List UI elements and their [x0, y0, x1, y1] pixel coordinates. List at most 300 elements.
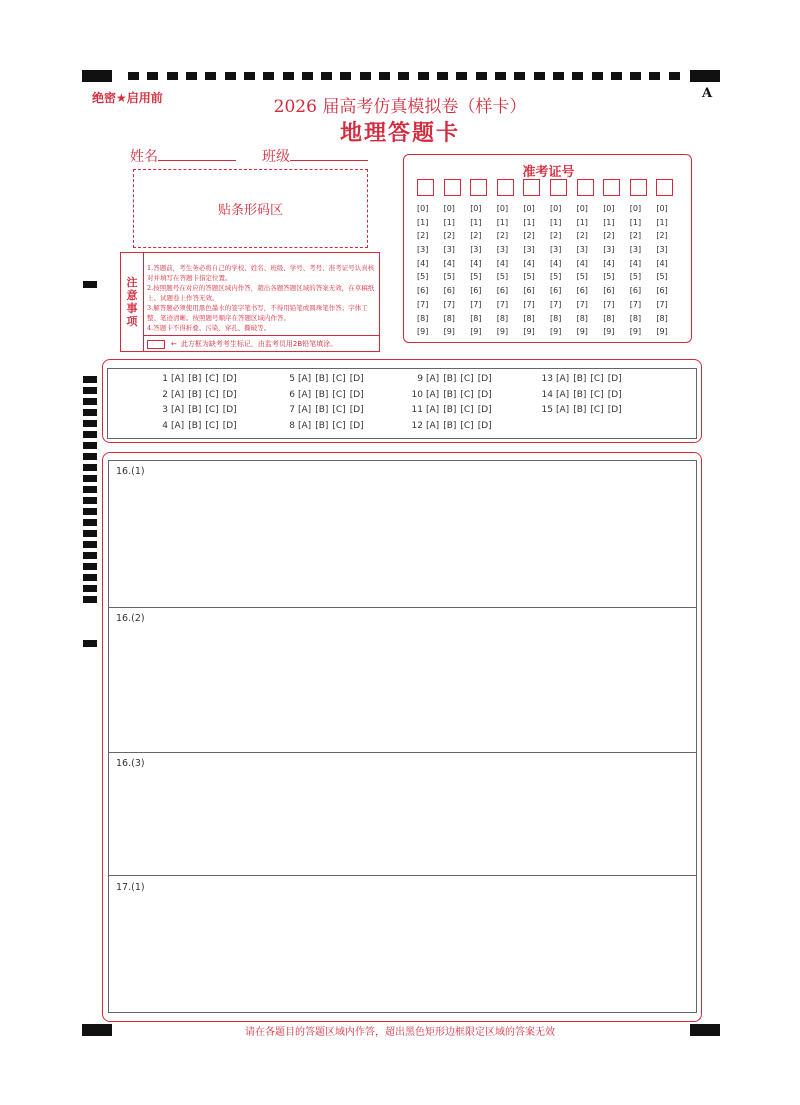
timing-mark [83, 442, 97, 449]
admission-digit-column [656, 179, 676, 339]
choice-option-bubble[interactable]: [C] [332, 420, 346, 431]
admission-digit-option[interactable]: [4] [417, 258, 429, 268]
admission-number-panel [403, 154, 692, 343]
class-line[interactable] [290, 146, 368, 161]
admission-digit-option[interactable]: [9] [417, 327, 429, 337]
admission-digit-option[interactable]: [3] [523, 245, 535, 255]
admission-digit-option[interactable]: [0] [443, 204, 455, 213]
choice-option-bubble[interactable]: [A] [556, 374, 570, 384]
answer-divider [108, 875, 697, 876]
admission-digit-option[interactable]: [1] [629, 217, 642, 227]
admission-digit-column [550, 179, 570, 339]
admission-digit-option[interactable]: [8] [550, 313, 562, 323]
registration-mark-top-left [82, 70, 112, 82]
admission-digit-option[interactable]: [8] [629, 313, 642, 323]
choice-question [409, 390, 496, 400]
admission-digit-option[interactable]: [8] [603, 313, 615, 323]
admission-digit-option[interactable]: [4] [443, 258, 455, 268]
timing-track-top [128, 72, 680, 80]
admission-digit-option[interactable]: [8] [496, 313, 509, 323]
notice-box [120, 252, 380, 352]
admission-digit-option[interactable]: [7] [443, 299, 455, 309]
admission-digit-option[interactable]: [9] [443, 327, 455, 337]
admission-digit-box[interactable] [577, 179, 594, 196]
timing-mark [83, 464, 97, 471]
choice-option-bubble[interactable]: [C] [205, 389, 219, 400]
admission-digit-option[interactable]: [0] [603, 204, 615, 213]
timing-mark [321, 72, 332, 80]
timing-mark [302, 72, 313, 80]
choice-option-bubble[interactable]: [C] [205, 374, 219, 384]
timing-mark [669, 72, 680, 80]
admission-digit-option[interactable]: [6] [496, 286, 509, 296]
choice-option-bubble[interactable]: [C] [205, 420, 219, 431]
timing-mark [83, 486, 97, 493]
notice-list [147, 263, 377, 333]
choice-option-bubble[interactable]: [D] [477, 405, 492, 415]
admission-digit-option[interactable]: [8] [656, 313, 668, 323]
timing-mark [360, 72, 371, 80]
choice-question-number: 5 [289, 374, 295, 384]
timing-mark [553, 72, 564, 80]
sheet-title: 地理答题卡 [339, 120, 460, 146]
admission-digit-option[interactable]: [6] [603, 286, 615, 296]
choice-option-bubble[interactable]: [D] [222, 405, 237, 415]
admission-digit-option[interactable]: [4] [523, 258, 535, 268]
choice-option-bubble[interactable]: [B] [573, 405, 587, 415]
admission-digit-option[interactable]: [7] [496, 299, 509, 309]
timing-mark [649, 72, 660, 80]
admission-digit-option[interactable]: [9] [470, 327, 482, 337]
admission-digit-option[interactable]: [5] [417, 272, 429, 282]
admission-digit-option[interactable]: [1] [470, 217, 482, 227]
choice-option-bubble[interactable]: [D] [222, 389, 237, 400]
admission-digit-option[interactable]: [3] [656, 245, 668, 255]
admission-digit-option[interactable]: [7] [550, 299, 562, 309]
admission-digit-option[interactable]: [8] [576, 313, 588, 323]
admission-digit-option[interactable]: [5] [603, 272, 615, 282]
timing-mark [83, 376, 97, 383]
choice-question [154, 405, 241, 415]
admission-digit-option[interactable]: [6] [629, 286, 642, 296]
admission-digit-option[interactable]: [2] [550, 231, 562, 241]
choice-option-bubble[interactable]: [C] [205, 405, 219, 415]
admission-digit-box[interactable] [523, 179, 540, 196]
choice-option-bubble[interactable]: [A] [556, 389, 570, 400]
admission-digit-option[interactable]: [6] [470, 286, 482, 296]
admission-digit-box[interactable] [497, 179, 514, 196]
admission-digit-option[interactable]: [3] [603, 245, 615, 255]
admission-digit-column [523, 179, 543, 339]
admission-digit-box[interactable] [603, 179, 620, 196]
timing-mark [83, 563, 97, 570]
timing-mark [476, 72, 487, 80]
choice-option-bubble[interactable]: [D] [349, 389, 364, 400]
choice-question [409, 374, 496, 384]
choice-option-bubble[interactable]: [C] [460, 420, 474, 431]
admission-digit-option[interactable]: [1] [523, 217, 535, 227]
choice-question-number: 14 [541, 389, 553, 400]
admission-digit-option[interactable]: [8] [523, 313, 535, 323]
choice-option-bubble[interactable]: [B] [443, 420, 457, 431]
admission-digit-option[interactable]: [2] [417, 231, 429, 241]
absent-mark-row [147, 339, 337, 349]
admission-digit-option[interactable]: [0] [470, 204, 482, 213]
choice-option-bubble[interactable]: [D] [222, 374, 237, 384]
admission-digit-option[interactable]: [1] [417, 217, 429, 227]
choice-option-bubble[interactable]: [B] [573, 374, 587, 384]
timing-mark [83, 530, 97, 537]
absent-mark-box[interactable] [147, 340, 165, 349]
choice-option-bubble[interactable]: [A] [171, 405, 185, 415]
admission-digit-option[interactable]: [0] [576, 204, 588, 213]
admission-digit-option[interactable]: [1] [550, 217, 562, 227]
admission-digit-option[interactable]: [0] [656, 204, 668, 213]
admission-digit-option[interactable]: [8] [470, 313, 482, 323]
admission-digit-option[interactable]: [7] [629, 299, 642, 309]
notice-item: 3.解答题必须使用黑色墨水的签字笔书写，不得用铅笔或圆珠笔作答；字体工整、笔迹清晰。按照题号顺序在答题区域内作答。 [147, 304, 368, 322]
notice-item: 1.答题前，考生务必将自己的学校、姓名、班级、学号、考号、准考证号认真核对并填写在答题卡指定位置。 [147, 264, 375, 282]
choice-option-bubble[interactable]: [D] [222, 420, 237, 431]
timing-mark [83, 497, 97, 504]
admission-digit-option[interactable]: [5] [443, 272, 455, 282]
timing-mark [83, 409, 97, 416]
admission-digit-column [577, 179, 597, 339]
registration-mark-top-right [690, 70, 720, 82]
choice-option-bubble[interactable]: [D] [607, 389, 622, 400]
timing-mark [128, 72, 139, 80]
timing-mark [83, 552, 97, 559]
timing-mark [83, 585, 97, 592]
admission-digit-box[interactable] [470, 179, 487, 196]
choice-question-number: 1 [162, 374, 168, 384]
admission-digit-option[interactable]: [2] [603, 231, 615, 241]
admission-digit-box[interactable] [656, 179, 673, 196]
timing-mark [186, 72, 197, 80]
choice-option-bubble[interactable]: [C] [460, 405, 474, 415]
admission-digit-option[interactable]: [3] [417, 245, 429, 255]
timing-mark [83, 387, 97, 394]
choice-option-bubble[interactable]: [A] [426, 405, 440, 415]
timing-mark [83, 519, 97, 526]
admission-digit-option[interactable]: [8] [443, 313, 455, 323]
admission-digit-option[interactable]: [2] [523, 231, 535, 241]
choice-question-number: 13 [541, 374, 553, 384]
admission-digit-box[interactable] [630, 179, 647, 196]
timing-mark [534, 72, 545, 80]
admission-digit-option[interactable]: [5] [576, 272, 588, 282]
choice-option-bubble[interactable]: [A] [298, 389, 312, 400]
choice-option-bubble[interactable]: [B] [315, 389, 329, 400]
admission-digit-option[interactable]: [9] [523, 327, 535, 337]
choice-option-bubble[interactable]: [B] [573, 389, 587, 400]
admission-digit-box[interactable] [444, 179, 461, 196]
admission-digit-option[interactable]: [9] [603, 327, 615, 337]
timing-mark [147, 72, 158, 80]
admission-digit-option[interactable]: [5] [550, 272, 562, 282]
admission-digit-option[interactable]: [3] [470, 245, 482, 255]
admission-digit-column [417, 179, 437, 339]
answer-label-16-1: 16.(1) [116, 466, 145, 477]
choice-option-bubble[interactable]: [C] [590, 405, 604, 415]
admission-digit-option[interactable]: [5] [470, 272, 482, 282]
choice-question [281, 390, 368, 400]
choice-question [281, 374, 368, 384]
timing-mark [244, 72, 255, 80]
admission-digit-option[interactable]: [1] [443, 217, 455, 227]
admission-digit-option[interactable]: [5] [656, 272, 668, 282]
admission-digit-column [630, 179, 650, 339]
choice-option-bubble[interactable]: [A] [426, 389, 440, 400]
choice-option-bubble[interactable]: [B] [315, 405, 329, 415]
timing-mark [83, 574, 97, 581]
admission-digit-option[interactable]: [5] [629, 272, 642, 282]
admission-digit-option[interactable]: [1] [603, 217, 615, 227]
timing-mark [340, 72, 351, 80]
choice-option-bubble[interactable]: [B] [443, 389, 457, 400]
timing-mark [630, 72, 641, 80]
answer-divider [108, 752, 697, 753]
barcode-area [133, 169, 368, 248]
admission-digit-option[interactable]: [2] [470, 231, 482, 241]
admission-digit-option[interactable]: [4] [629, 258, 642, 268]
answer-label-16-2: 16.(2) [116, 613, 145, 624]
admission-digit-option[interactable]: [1] [656, 217, 668, 227]
timing-mark [263, 72, 274, 80]
answer-area[interactable] [108, 460, 697, 1013]
choice-option-bubble[interactable]: [D] [607, 405, 622, 415]
admission-digit-option[interactable]: [9] [550, 327, 562, 337]
admission-digit-option[interactable]: [6] [656, 286, 668, 296]
choice-option-bubble[interactable]: [A] [171, 420, 185, 431]
choice-option-bubble[interactable]: [C] [460, 389, 474, 400]
choice-option-bubble[interactable]: [C] [590, 389, 604, 400]
choice-option-bubble[interactable]: [C] [590, 374, 604, 384]
admission-digit-option[interactable]: [6] [523, 286, 535, 296]
choice-question-number: 2 [162, 389, 168, 400]
admission-digit-option[interactable]: [4] [496, 258, 509, 268]
admission-digit-option[interactable]: [9] [656, 327, 668, 337]
choice-option-bubble[interactable]: [C] [332, 389, 346, 400]
admission-digit-option[interactable]: [7] [417, 299, 429, 309]
admission-digit-option[interactable]: [7] [576, 299, 588, 309]
choice-option-bubble[interactable]: [B] [315, 420, 329, 431]
admission-digit-option[interactable]: [5] [523, 272, 535, 282]
timing-mark [437, 72, 448, 80]
choice-option-bubble[interactable]: [D] [477, 389, 492, 400]
admission-digit-box[interactable] [417, 179, 434, 196]
admission-digit-option[interactable]: [2] [629, 231, 642, 241]
admission-digit-box[interactable] [550, 179, 567, 196]
timing-mark [83, 398, 97, 405]
admission-digit-option[interactable]: [0] [550, 204, 562, 213]
timing-mark [456, 72, 467, 80]
notice-heading-char: 意 [126, 289, 138, 302]
admission-digit-option[interactable]: [4] [576, 258, 588, 268]
admission-digit-option[interactable]: [9] [576, 327, 588, 337]
side-mark-lower [83, 640, 97, 647]
choice-question [154, 374, 241, 384]
answer-label-16-3: 16.(3) [116, 758, 145, 769]
notice-heading-char: 项 [126, 315, 138, 328]
timing-mark [83, 420, 97, 427]
choice-question-number: 10 [411, 389, 423, 400]
choice-option-bubble[interactable]: [D] [349, 405, 364, 415]
timing-mark [83, 431, 97, 438]
admission-digit-option[interactable]: [0] [417, 204, 429, 213]
admission-digit-option[interactable]: [9] [496, 327, 509, 337]
choice-question [409, 421, 496, 431]
admission-digit-column [470, 179, 490, 339]
choice-option-bubble[interactable]: [C] [332, 405, 346, 415]
choice-option-bubble[interactable]: [A] [298, 374, 312, 384]
timing-mark [572, 72, 583, 80]
class-label: 班级 [262, 149, 290, 165]
answer-label-17-1: 17.(1) [116, 882, 145, 893]
choice-option-bubble[interactable]: [A] [426, 374, 440, 384]
admission-digit-column [444, 179, 464, 339]
admission-digit-option[interactable]: [1] [576, 217, 588, 227]
timing-mark [83, 453, 97, 460]
admission-digit-option[interactable]: [2] [576, 231, 588, 241]
timing-mark [514, 72, 525, 80]
timing-mark [398, 72, 409, 80]
choice-option-bubble[interactable]: [A] [171, 389, 185, 400]
choice-question [539, 390, 626, 400]
admission-digit-option[interactable]: [8] [417, 313, 429, 323]
admission-digit-option[interactable]: [2] [656, 231, 668, 241]
admission-digit-option[interactable]: [4] [470, 258, 482, 268]
choice-question [154, 421, 241, 431]
admission-digit-option[interactable]: [7] [603, 299, 615, 309]
name-label: 姓名 [130, 149, 158, 165]
confidential-label: 绝密★启用前 [92, 91, 163, 105]
choice-option-bubble[interactable]: [A] [298, 420, 312, 431]
timing-track-left [83, 376, 97, 607]
timing-mark [283, 72, 294, 80]
choice-question [539, 374, 626, 384]
timing-mark [379, 72, 390, 80]
admission-digit-option[interactable]: [4] [550, 258, 562, 268]
timing-mark [83, 475, 97, 482]
choice-option-bubble[interactable]: [C] [332, 374, 346, 384]
choice-question [154, 390, 241, 400]
choice-option-bubble[interactable]: [A] [298, 405, 312, 415]
footer-note: 请在各题目的答题区域内作答，超出黑色矩形边框限定区域的答案无效 [245, 1027, 555, 1038]
choice-option-bubble[interactable]: [D] [349, 420, 364, 431]
admission-digit-option[interactable]: [7] [656, 299, 668, 309]
side-mark-upper [83, 281, 97, 288]
barcode-label: 贴条形码区 [217, 203, 283, 218]
notice-heading-char: 注 [126, 276, 138, 289]
admission-digit-option[interactable]: [2] [496, 231, 509, 241]
choice-question-number: 3 [162, 405, 168, 415]
admission-digit-option[interactable]: [9] [629, 327, 642, 337]
choice-question-number: 9 [417, 374, 423, 384]
admission-digit-option[interactable]: [6] [576, 286, 588, 296]
choice-question-number: 15 [541, 405, 553, 415]
admission-digit-column [497, 179, 517, 339]
notice-divider [144, 335, 379, 336]
choice-question-number: 8 [289, 420, 295, 431]
admission-digit-option[interactable]: [3] [629, 245, 642, 255]
timing-mark [83, 541, 97, 548]
answer-divider [108, 607, 697, 608]
choice-option-bubble[interactable]: [B] [443, 374, 457, 384]
choice-option-bubble[interactable]: [A] [556, 405, 570, 415]
choice-question [539, 405, 626, 415]
class-field[interactable] [262, 146, 368, 166]
admission-digit-option[interactable]: [0] [629, 204, 642, 213]
admission-digit-option[interactable]: [7] [523, 299, 535, 309]
admission-digit-option[interactable]: [0] [523, 204, 535, 213]
choice-question [281, 405, 368, 415]
notice-item: 4.答题卡不得折叠、污染、穿孔、撕破等。 [147, 324, 271, 332]
admission-digit-option[interactable]: [5] [496, 272, 509, 282]
choice-option-bubble[interactable]: [B] [188, 405, 202, 415]
choice-option-bubble[interactable]: [B] [188, 374, 202, 384]
choice-option-bubble[interactable]: [D] [607, 374, 622, 384]
choice-option-bubble[interactable]: [D] [349, 374, 364, 384]
notice-heading [121, 253, 144, 351]
choice-option-bubble[interactable]: [B] [315, 374, 329, 384]
admission-digit-option[interactable]: [7] [470, 299, 482, 309]
choice-question-number: 6 [289, 389, 295, 400]
admission-digit-option[interactable]: [3] [443, 245, 455, 255]
choice-option-bubble[interactable]: [A] [171, 374, 185, 384]
admission-digit-option[interactable]: [6] [417, 286, 429, 296]
choice-question-number: 4 [162, 420, 168, 431]
choice-option-bubble[interactable]: [D] [477, 420, 492, 431]
timing-mark [418, 72, 429, 80]
admission-digit-option[interactable]: [2] [443, 231, 455, 241]
choice-option-bubble[interactable]: [D] [477, 374, 492, 384]
choice-option-bubble[interactable]: [B] [188, 389, 202, 400]
timing-mark [83, 508, 97, 515]
admission-digit-option[interactable]: [1] [496, 217, 509, 227]
timing-mark [205, 72, 216, 80]
choice-option-bubble[interactable]: [B] [188, 420, 202, 431]
timing-mark [495, 72, 506, 80]
notice-item: 2.按照题号在对应的答题区域内作答，超出各题答题区域的答案无效，在草稿纸上、试题卷上作答无效。 [147, 284, 375, 302]
timing-mark [167, 72, 178, 80]
admission-digit-column [603, 179, 623, 339]
absent-mark-note: 此方框为缺考考生标记，由监考员用2B铅笔填涂。 [180, 340, 338, 348]
left-arrow-icon: ← [171, 340, 177, 348]
admission-digit-option[interactable]: [3] [550, 245, 562, 255]
admission-digit-option[interactable]: [3] [496, 245, 509, 255]
admission-digit-option[interactable]: [3] [576, 245, 588, 255]
choice-option-bubble[interactable]: [A] [426, 420, 440, 431]
choice-question-number: 7 [289, 405, 295, 415]
name-field[interactable] [130, 146, 236, 166]
admission-digit-option[interactable]: [4] [656, 258, 668, 268]
choice-question [409, 405, 496, 415]
choice-question [281, 421, 368, 431]
timing-mark [592, 72, 603, 80]
notice-heading-char: 事 [126, 302, 138, 315]
timing-mark [225, 72, 236, 80]
admission-digit-option[interactable]: [4] [603, 258, 615, 268]
timing-mark [611, 72, 622, 80]
admission-digit-option[interactable]: [6] [550, 286, 562, 296]
choice-option-bubble[interactable]: [B] [443, 405, 457, 415]
admission-digit-option[interactable]: [0] [496, 204, 509, 213]
choice-question-number: 12 [411, 420, 423, 431]
name-line[interactable] [158, 146, 236, 161]
choice-option-bubble[interactable]: [C] [460, 374, 474, 384]
admission-digit-option[interactable]: [6] [443, 286, 455, 296]
